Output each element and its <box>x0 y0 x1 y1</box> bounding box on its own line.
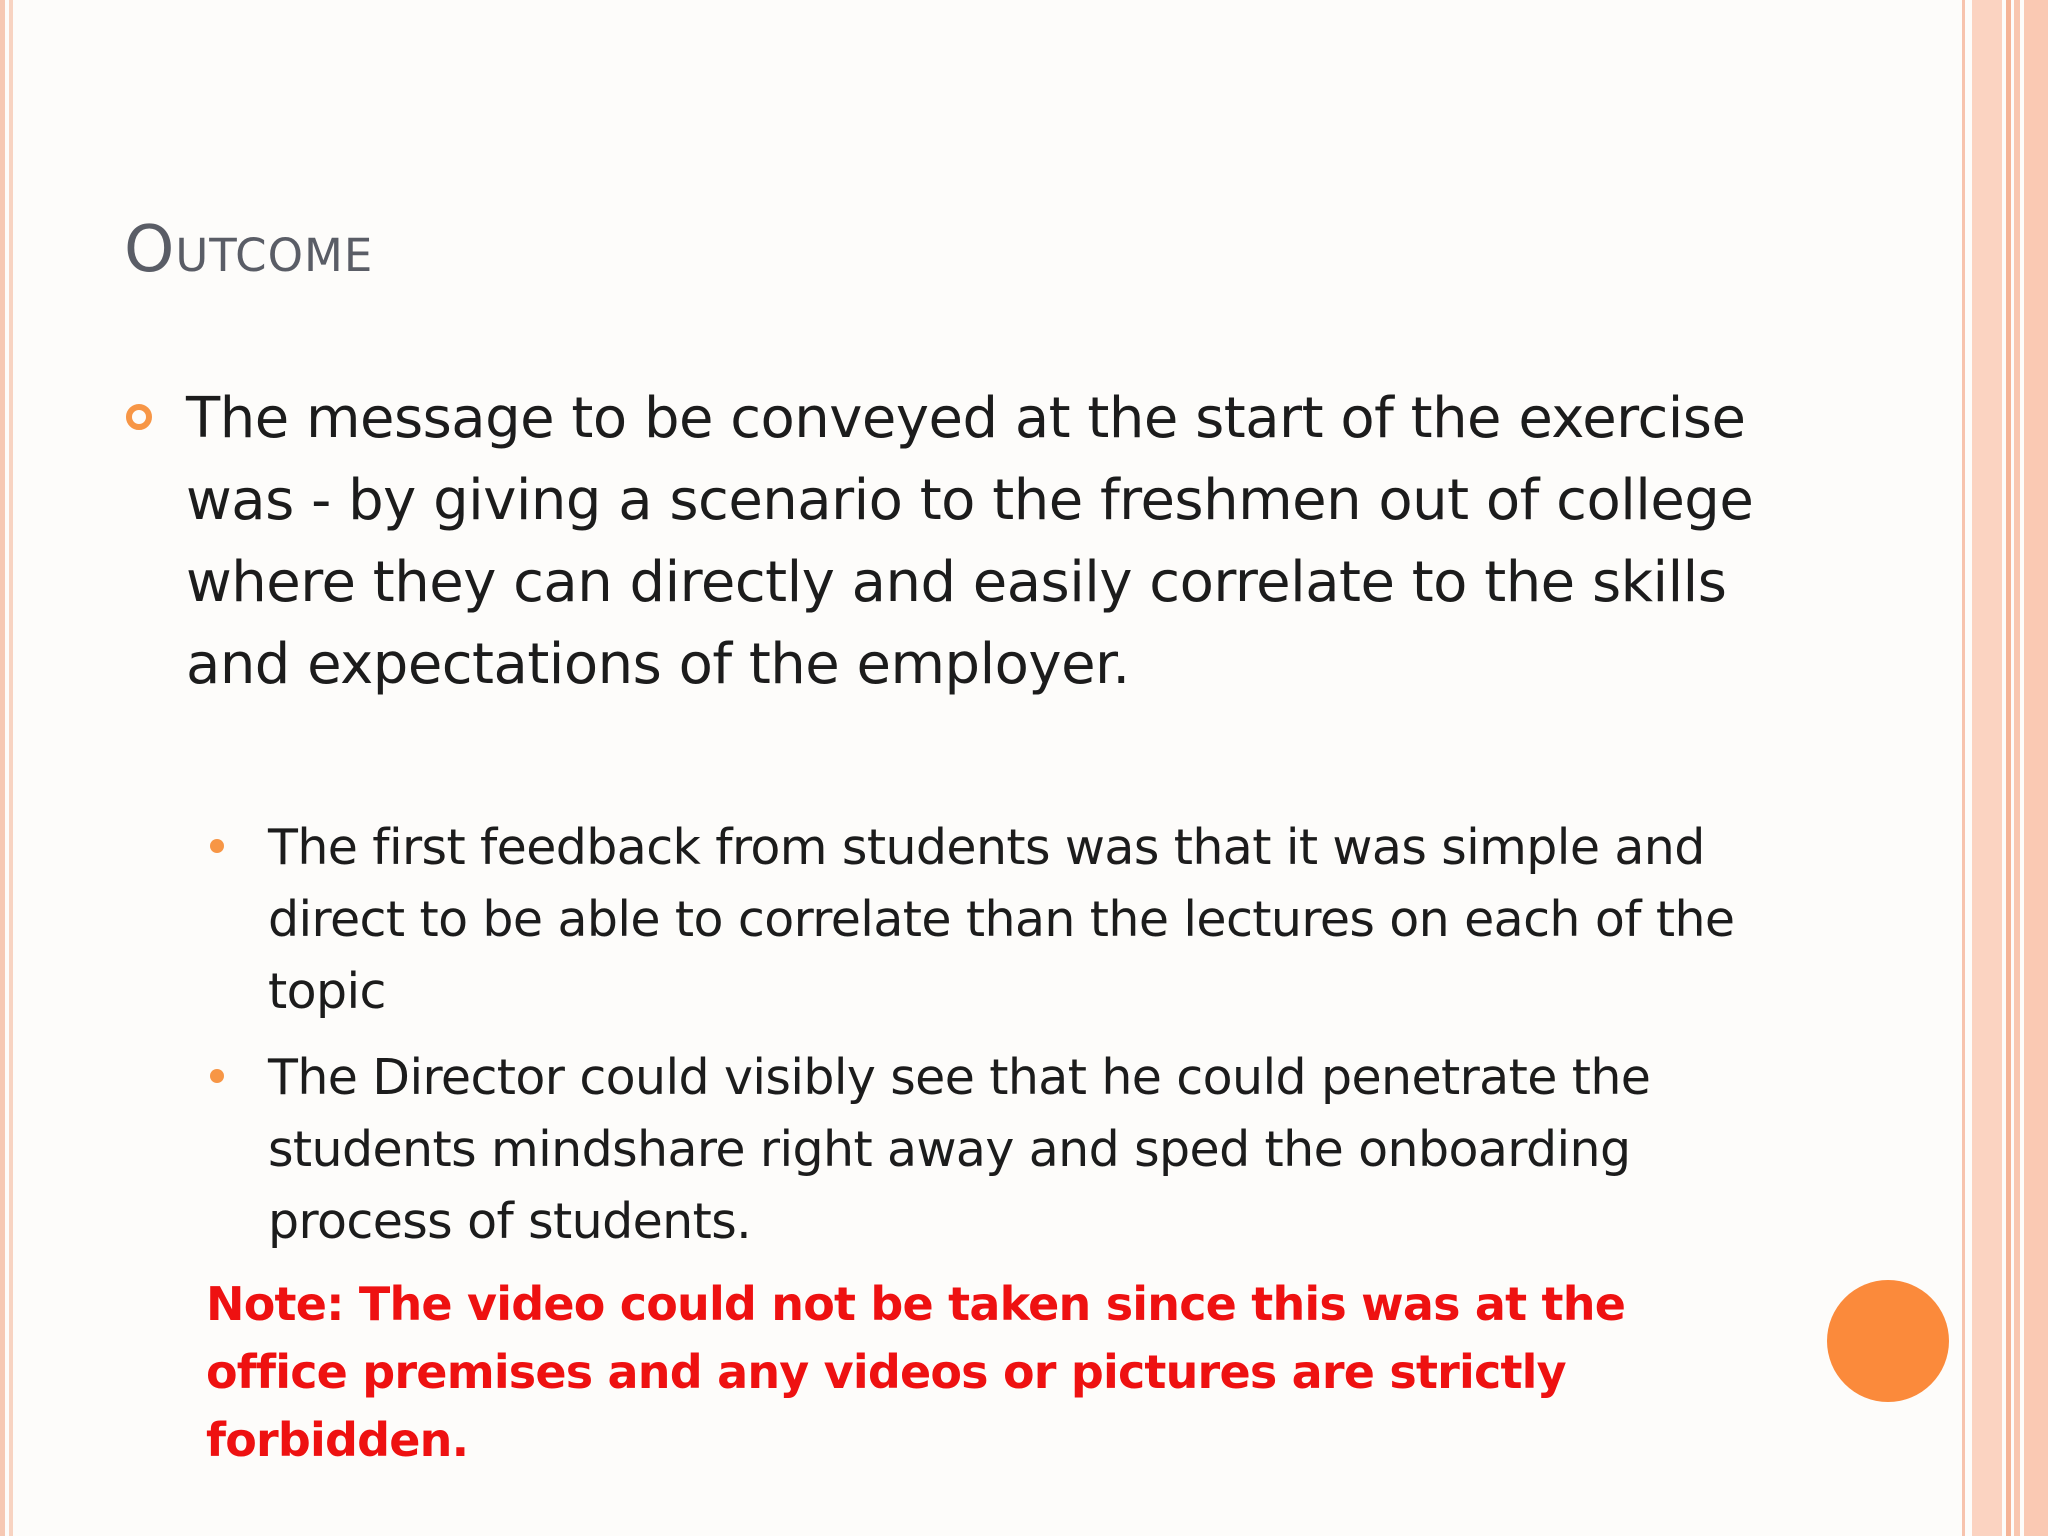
orange-dot-bullet-icon <box>210 1069 224 1083</box>
note-text: Note: The video could not be taken since this was at the office premises and any videos or pictures are strictly forbidden. <box>206 1277 1626 1467</box>
main-bullet-item <box>124 378 1764 706</box>
sub-bullet-item <box>206 1042 1766 1258</box>
right-border-band-1 <box>1972 0 2002 1536</box>
orange-circle-decoration <box>1827 1280 1949 1402</box>
right-decorative-border <box>1962 0 2048 1536</box>
main-bullet-text: The message to be conveyed at the start of the exercise was - by giving a scenario to the freshmen out of college where they can directly and easily correlate to the skills and expectations of the employer. <box>186 386 1754 697</box>
right-border-line-1 <box>1962 0 1965 1536</box>
right-border-line-2 <box>2006 0 2011 1536</box>
sub-bullet-item <box>206 812 1766 1028</box>
left-border-line-inner <box>9 0 13 1536</box>
left-border-line-outer <box>0 0 5 1536</box>
right-border-band-2 <box>2024 0 2048 1536</box>
sub-bullet-text: The first feedback from students was that it was simple and direct to be able to correlate than the lectures on each of the topic <box>268 819 1735 1020</box>
slide-title: Outcome <box>124 213 374 287</box>
right-border-line-3 <box>2014 0 2020 1536</box>
orange-ring-bullet-icon <box>126 404 152 430</box>
sub-bullet-text: The Director could visibly see that he could penetrate the students mindshare right away and sped the onboarding process of students. <box>268 1049 1651 1250</box>
sub-bullet-list <box>206 812 1766 1272</box>
orange-dot-bullet-icon <box>210 839 224 853</box>
